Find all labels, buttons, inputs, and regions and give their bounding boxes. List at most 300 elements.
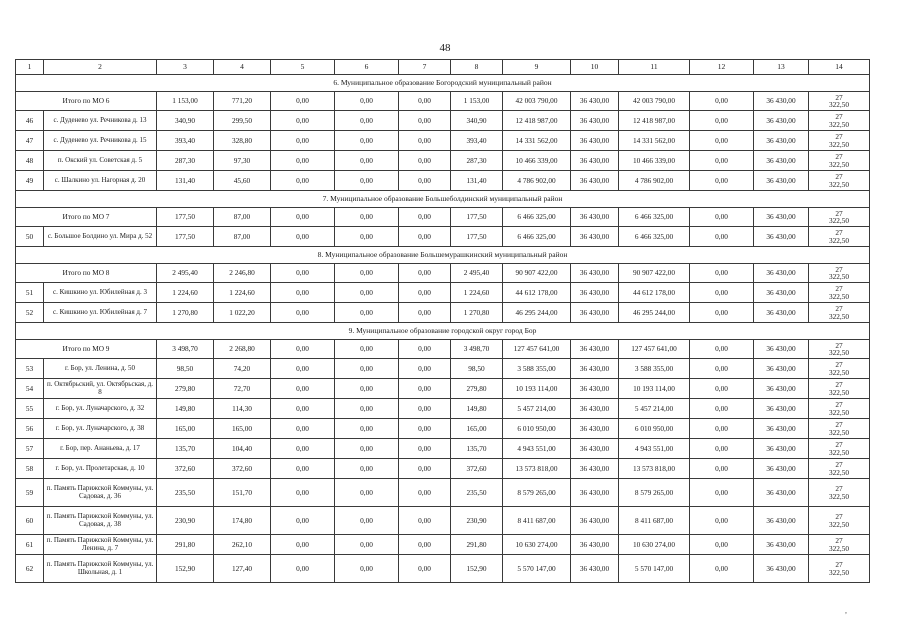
table-cell: 5 457 214,00: [619, 399, 690, 419]
table-cell: 127 457 641,00: [619, 340, 690, 359]
column-14-line: 322,50: [828, 491, 850, 501]
table-cell: 0,00: [399, 131, 451, 151]
table-cell: 0,00: [690, 151, 754, 171]
column-14-line: 27: [835, 460, 843, 470]
table-cell: 3 498,70: [157, 340, 214, 359]
table-cell: 44 612 178,00: [619, 283, 690, 303]
table-cell: 87,00: [214, 208, 271, 227]
table-cell: 0,00: [690, 111, 754, 131]
table-cell: 1 224,60: [157, 283, 214, 303]
table-cell: 0,00: [335, 535, 399, 555]
table-cell: 0,00: [271, 92, 335, 111]
table-cell: 0,00: [690, 283, 754, 303]
table-cell: 36 430,00: [571, 111, 619, 131]
column-14-line: 322,50: [828, 100, 850, 109]
subtotal-label: Итого по МО 8: [16, 264, 157, 283]
row-number: 47: [16, 131, 44, 151]
table-cell: 235,50: [451, 479, 503, 507]
address-cell: г. Бор, ул. Ленина, д. 50: [44, 359, 157, 379]
table-cell: 0,00: [335, 111, 399, 131]
table-cell: 0,00: [399, 303, 451, 323]
column-14-line: 27: [835, 484, 843, 494]
table-cell: 0,00: [271, 303, 335, 323]
column-header-11: 11: [619, 60, 690, 75]
table-cell: 36 430,00: [754, 303, 809, 323]
address-cell: с. Большое Болдино ул. Мира д. 52: [44, 227, 157, 247]
table-cell: 0,00: [690, 227, 754, 247]
subtotal-row: [16, 92, 870, 111]
table-cell: 46 295 244,00: [619, 303, 690, 323]
table-cell: 36 430,00: [571, 379, 619, 399]
table-row: [16, 359, 870, 379]
table-cell: 36 430,00: [571, 459, 619, 479]
column-14-cell: [809, 399, 870, 419]
table-cell: 1 153,00: [451, 92, 503, 111]
table-row: [16, 111, 870, 131]
address-cell: п. Окский ул. Советская д. 5: [44, 151, 157, 171]
table-cell: 127,40: [214, 555, 271, 583]
subtotal-label: Итого по МО 6: [16, 92, 157, 111]
address-cell: г. Бор, ул. Пролетарская, д. 10: [44, 459, 157, 479]
table-cell: 177,50: [451, 208, 503, 227]
row-number: 53: [16, 359, 44, 379]
column-14-line: 27: [835, 512, 843, 522]
column-header-13: 13: [754, 60, 809, 75]
column-14-line: 322,50: [828, 367, 850, 377]
column-14-cell: [809, 227, 870, 247]
subtotal-label: Итого по МО 9: [16, 340, 157, 359]
table-cell: 0,00: [690, 479, 754, 507]
table-cell: 0,00: [335, 359, 399, 379]
table-cell: 262,10: [214, 535, 271, 555]
table-cell: 36 430,00: [571, 555, 619, 583]
section-title: 7. Муниципальное образование Большеболдинский муниципальный район: [16, 191, 870, 208]
address-cell: п. Память Парижской Коммуны, ул. Школьная, д. 1: [44, 555, 157, 583]
table-cell: 45,60: [214, 171, 271, 191]
table-row: [16, 479, 870, 507]
table-cell: 151,70: [214, 479, 271, 507]
table-cell: 36 430,00: [571, 535, 619, 555]
table-cell: 36 430,00: [571, 92, 619, 111]
table-row: [16, 535, 870, 555]
row-number: 62: [16, 555, 44, 583]
column-14-cell: [809, 555, 870, 583]
table-cell: 36 430,00: [571, 208, 619, 227]
table-row: [16, 171, 870, 191]
table-row: [16, 131, 870, 151]
table-row: [16, 283, 870, 303]
address-cell: г. Бор, ул. Луначарского, д. 32: [44, 399, 157, 419]
table-cell: 0,00: [335, 399, 399, 419]
table-cell: 131,40: [157, 171, 214, 191]
housing-program-table: [15, 59, 870, 583]
table-row: [16, 151, 870, 171]
table-cell: 42 003 790,00: [503, 92, 571, 111]
column-14-line: 27: [835, 560, 843, 570]
table-cell: 0,00: [271, 399, 335, 419]
table-row: [16, 439, 870, 459]
column-14-line: 322,50: [828, 179, 850, 189]
column-14-cell: [809, 419, 870, 439]
table-cell: 0,00: [399, 340, 451, 359]
table-cell: 771,20: [214, 92, 271, 111]
table-cell: 4 786 902,00: [503, 171, 571, 191]
table-cell: 177,50: [157, 227, 214, 247]
section-heading-row: [16, 75, 870, 92]
table-cell: 46 295 244,00: [503, 303, 571, 323]
column-14-cell: [809, 151, 870, 171]
subtotal-row: [16, 208, 870, 227]
address-cell: с. Кишкино ул. Юбилейная д. 3: [44, 283, 157, 303]
table-cell: 36 430,00: [754, 151, 809, 171]
column-14-line: 322,50: [828, 407, 850, 417]
table-cell: 0,00: [271, 479, 335, 507]
table-cell: 0,00: [399, 264, 451, 283]
table-cell: 165,00: [451, 419, 503, 439]
column-14-cell: [809, 340, 870, 359]
table-cell: 0,00: [690, 507, 754, 535]
section-heading-row: [16, 323, 870, 340]
column-header-4: 4: [214, 60, 271, 75]
table-cell: 36 430,00: [571, 264, 619, 283]
table-cell: 74,20: [214, 359, 271, 379]
table-cell: 5 570 147,00: [503, 555, 571, 583]
column-number-header: [16, 60, 870, 75]
table-row: [16, 303, 870, 323]
row-number: 56: [16, 419, 44, 439]
table-cell: 97,30: [214, 151, 271, 171]
column-header-12: 12: [690, 60, 754, 75]
table-cell: 10 193 114,00: [619, 379, 690, 399]
column-14-cell: [809, 264, 870, 283]
table-cell: 0,00: [399, 359, 451, 379]
column-header-3: 3: [157, 60, 214, 75]
table-cell: 36 430,00: [754, 208, 809, 227]
address-cell: г. Бор, ул. Луначарского, д. 38: [44, 419, 157, 439]
column-14-line: 27: [835, 400, 843, 410]
scan-mark: ,: [845, 606, 847, 615]
table-cell: 0,00: [271, 111, 335, 131]
table-cell: 72,70: [214, 379, 271, 399]
table-cell: 0,00: [399, 419, 451, 439]
table-cell: 90 907 422,00: [503, 264, 571, 283]
table-cell: 36 430,00: [754, 340, 809, 359]
table-cell: 0,00: [271, 227, 335, 247]
table-cell: 0,00: [399, 208, 451, 227]
table-cell: 0,00: [399, 379, 451, 399]
table-cell: 4 943 551,00: [619, 439, 690, 459]
table-cell: 0,00: [271, 131, 335, 151]
table-cell: 0,00: [271, 555, 335, 583]
table-cell: 36 430,00: [754, 131, 809, 151]
table-cell: 36 430,00: [571, 439, 619, 459]
column-header-9: 9: [503, 60, 571, 75]
table-cell: 0,00: [271, 264, 335, 283]
column-header-5: 5: [271, 60, 335, 75]
table-cell: 0,00: [690, 171, 754, 191]
table-cell: 36 430,00: [571, 131, 619, 151]
table-cell: 2 495,40: [451, 264, 503, 283]
table-cell: 3 588 355,00: [503, 359, 571, 379]
table-cell: 131,40: [451, 171, 503, 191]
table-cell: 0,00: [335, 303, 399, 323]
table-cell: 5 457 214,00: [503, 399, 571, 419]
table-cell: 0,00: [335, 379, 399, 399]
table-cell: 0,00: [271, 419, 335, 439]
table-cell: 1 270,80: [157, 303, 214, 323]
table-cell: 36 430,00: [754, 264, 809, 283]
table-cell: 36 430,00: [571, 227, 619, 247]
table-cell: 328,80: [214, 131, 271, 151]
table-cell: 0,00: [271, 439, 335, 459]
table-cell: 0,00: [399, 111, 451, 131]
table-cell: 291,80: [157, 535, 214, 555]
table-cell: 291,80: [451, 535, 503, 555]
table-cell: 393,40: [157, 131, 214, 151]
section-heading-row: [16, 247, 870, 264]
table-cell: 0,00: [399, 227, 451, 247]
section-heading-row: [16, 191, 870, 208]
column-14-line: 27: [835, 172, 843, 182]
table-cell: 0,00: [399, 92, 451, 111]
column-header-1: 1: [16, 60, 44, 75]
table-cell: 0,00: [399, 439, 451, 459]
table-cell: 90 907 422,00: [619, 264, 690, 283]
row-number: 49: [16, 171, 44, 191]
table-cell: 299,50: [214, 111, 271, 131]
column-14-line: 322,50: [828, 519, 850, 529]
column-14-line: 27: [835, 264, 843, 274]
column-14-line: 322,50: [828, 543, 850, 553]
table-cell: 0,00: [335, 131, 399, 151]
table-cell: 36 430,00: [754, 459, 809, 479]
table-cell: 12 418 987,00: [503, 111, 571, 131]
table-cell: 6 466 325,00: [619, 208, 690, 227]
table-cell: 0,00: [690, 92, 754, 111]
table-cell: 0,00: [399, 151, 451, 171]
table-row: [16, 399, 870, 419]
table-cell: 36 430,00: [754, 111, 809, 131]
column-14-cell: [809, 111, 870, 131]
column-14-line: 322,50: [828, 216, 850, 225]
column-14-line: 27: [835, 284, 843, 294]
table-cell: 3 588 355,00: [619, 359, 690, 379]
table-cell: 0,00: [335, 439, 399, 459]
subtotal-row: [16, 264, 870, 283]
table-cell: 36 430,00: [754, 283, 809, 303]
column-14-line: 27: [835, 440, 843, 450]
column-header-7: 7: [399, 60, 451, 75]
column-14-line: 27: [835, 92, 843, 102]
table-cell: 0,00: [690, 303, 754, 323]
table-cell: 36 430,00: [754, 507, 809, 535]
table-cell: 36 430,00: [571, 151, 619, 171]
column-14-cell: [809, 303, 870, 323]
address-cell: п. Память Парижской Коммуны, ул. Садовая, д. 38: [44, 507, 157, 535]
table-cell: 287,30: [157, 151, 214, 171]
table-cell: 0,00: [271, 535, 335, 555]
table-cell: 0,00: [690, 131, 754, 151]
table-cell: 0,00: [399, 459, 451, 479]
table-cell: 10 193 114,00: [503, 379, 571, 399]
table-cell: 36 430,00: [754, 171, 809, 191]
column-14-line: 322,50: [828, 311, 850, 321]
table-cell: 0,00: [690, 208, 754, 227]
column-14-cell: [809, 535, 870, 555]
table-cell: 44 612 178,00: [503, 283, 571, 303]
subtotal-label: Итого по МО 7: [16, 208, 157, 227]
table-cell: 0,00: [271, 459, 335, 479]
table-cell: 230,90: [451, 507, 503, 535]
row-number: 60: [16, 507, 44, 535]
table-cell: 2 495,40: [157, 264, 214, 283]
column-14-line: 27: [835, 132, 843, 142]
table-cell: 279,80: [157, 379, 214, 399]
address-cell: п. Память Парижской Коммуны, ул. Садовая, д. 36: [44, 479, 157, 507]
table-cell: 14 331 562,00: [503, 131, 571, 151]
table-cell: 87,00: [214, 227, 271, 247]
page-number: 48: [439, 42, 451, 54]
table-cell: 0,00: [335, 507, 399, 535]
column-14-line: 27: [835, 152, 843, 162]
column-14-line: 322,50: [828, 467, 850, 477]
address-cell: г. Бор, пер. Ананьева, д. 17: [44, 439, 157, 459]
table-cell: 5 570 147,00: [619, 555, 690, 583]
row-number: 58: [16, 459, 44, 479]
table-cell: 2 268,80: [214, 340, 271, 359]
table-cell: 36 430,00: [754, 227, 809, 247]
table-cell: 2 246,80: [214, 264, 271, 283]
table-cell: 0,00: [399, 283, 451, 303]
address-cell: с. Кишкино ул. Юбилейная д. 7: [44, 303, 157, 323]
table-cell: 36 430,00: [754, 359, 809, 379]
row-number: 50: [16, 227, 44, 247]
column-14-cell: [809, 92, 870, 111]
column-14-line: 27: [835, 536, 843, 546]
table-cell: 0,00: [690, 535, 754, 555]
table-cell: 98,50: [451, 359, 503, 379]
table-cell: 36 430,00: [754, 379, 809, 399]
table-cell: 0,00: [690, 419, 754, 439]
table-cell: 36 430,00: [571, 340, 619, 359]
column-14-cell: [809, 208, 870, 227]
table-cell: 114,30: [214, 399, 271, 419]
table-cell: 372,60: [157, 459, 214, 479]
table-cell: 0,00: [335, 479, 399, 507]
table-cell: 165,00: [157, 419, 214, 439]
table-cell: 0,00: [335, 340, 399, 359]
table-cell: 177,50: [451, 227, 503, 247]
table-cell: 6 010 950,00: [619, 419, 690, 439]
table-cell: 0,00: [271, 379, 335, 399]
column-14-cell: [809, 459, 870, 479]
table-cell: 0,00: [335, 171, 399, 191]
table-cell: 0,00: [690, 264, 754, 283]
column-header-14: 14: [809, 60, 870, 75]
table-cell: 393,40: [451, 131, 503, 151]
section-title: 6. Муниципальное образование Богородский муниципальный район: [16, 75, 870, 92]
table-cell: 0,00: [399, 479, 451, 507]
table-cell: 6 466 325,00: [503, 227, 571, 247]
table-cell: 13 573 818,00: [503, 459, 571, 479]
address-cell: п. Память Парижской Коммуны, ул. Ленина, д. 7: [44, 535, 157, 555]
table-cell: 1 224,60: [451, 283, 503, 303]
table-cell: 0,00: [335, 92, 399, 111]
section-title: 8. Муниципальное образование Большемурашкинский муниципальный район: [16, 247, 870, 264]
column-14-line: 322,50: [828, 291, 850, 301]
table-cell: 8 579 265,00: [619, 479, 690, 507]
column-14-cell: [809, 439, 870, 459]
table-cell: 0,00: [271, 283, 335, 303]
table-cell: 8 579 265,00: [503, 479, 571, 507]
table-cell: 10 466 339,00: [503, 151, 571, 171]
table-cell: 0,00: [690, 379, 754, 399]
table-cell: 235,50: [157, 479, 214, 507]
table-cell: 0,00: [690, 399, 754, 419]
column-14-line: 27: [835, 208, 843, 218]
table-cell: 0,00: [690, 459, 754, 479]
table-cell: 0,00: [335, 283, 399, 303]
row-number: 48: [16, 151, 44, 171]
column-14-line: 27: [835, 340, 843, 350]
table-cell: 6 466 325,00: [503, 208, 571, 227]
row-number: 57: [16, 439, 44, 459]
table-cell: 0,00: [335, 419, 399, 439]
table-cell: 0,00: [335, 151, 399, 171]
table-body: [16, 60, 870, 583]
table-cell: 10 466 339,00: [619, 151, 690, 171]
table-cell: 135,70: [157, 439, 214, 459]
table-cell: 0,00: [335, 208, 399, 227]
table-cell: 6 466 325,00: [619, 227, 690, 247]
address-cell: с. Дуденево ул. Речникова д. 15: [44, 131, 157, 151]
table-cell: 14 331 562,00: [619, 131, 690, 151]
column-14-cell: [809, 283, 870, 303]
table-cell: 10 630 274,00: [503, 535, 571, 555]
table-cell: 149,80: [157, 399, 214, 419]
column-14-line: 27: [835, 304, 843, 314]
column-14-line: 27: [835, 112, 843, 122]
table-cell: 340,90: [451, 111, 503, 131]
table-cell: 36 430,00: [754, 555, 809, 583]
table-cell: 36 430,00: [754, 92, 809, 111]
row-number: 52: [16, 303, 44, 323]
column-14-cell: [809, 507, 870, 535]
table-cell: 10 630 274,00: [619, 535, 690, 555]
table-cell: 12 418 987,00: [619, 111, 690, 131]
table-cell: 135,70: [451, 439, 503, 459]
row-number: 54: [16, 379, 44, 399]
table-row: [16, 379, 870, 399]
table-cell: 8 411 687,00: [503, 507, 571, 535]
table-cell: 1 270,80: [451, 303, 503, 323]
address-cell: п. Октябрьский, ул. Октябрьская, д. 8: [44, 379, 157, 399]
column-14-cell: [809, 359, 870, 379]
column-14-cell: [809, 479, 870, 507]
table-cell: 36 430,00: [571, 399, 619, 419]
table-cell: 0,00: [335, 227, 399, 247]
address-cell: с. Дуденево ул. Речникова д. 13: [44, 111, 157, 131]
row-number: 51: [16, 283, 44, 303]
table-cell: 36 430,00: [571, 479, 619, 507]
column-14-line: 322,50: [828, 159, 850, 169]
table-cell: 0,00: [335, 459, 399, 479]
table-cell: 3 498,70: [451, 340, 503, 359]
column-14-line: 322,50: [828, 235, 850, 245]
table-cell: 177,50: [157, 208, 214, 227]
table-cell: 1 022,20: [214, 303, 271, 323]
column-14-line: 322,50: [828, 139, 850, 149]
